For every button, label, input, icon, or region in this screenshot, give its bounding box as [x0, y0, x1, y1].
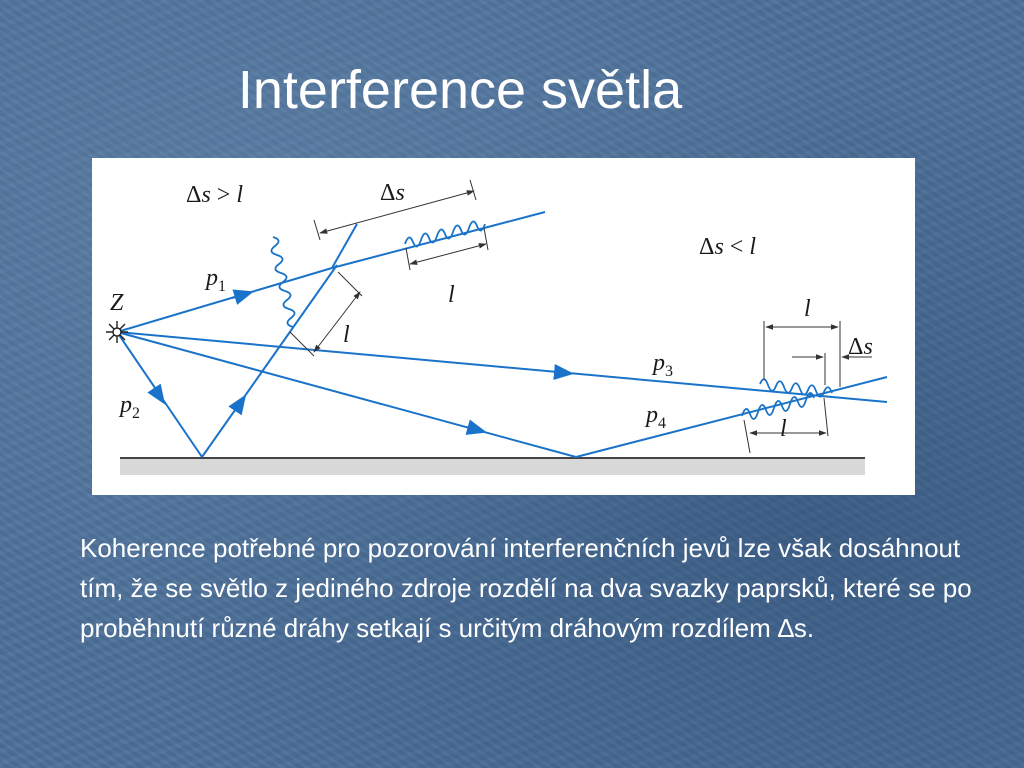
dim-l-top	[410, 244, 486, 264]
label-l-mid: l	[343, 322, 350, 348]
dim-ext-l1-b	[484, 228, 488, 250]
label-p4: $p_4$	[646, 402, 666, 432]
dim-ext-ds-b	[470, 180, 476, 200]
arrow-p2-down	[154, 388, 164, 403]
ray-p4-up	[576, 377, 887, 457]
label-ds-right: Δs	[848, 334, 873, 360]
arrow-p4	[467, 427, 485, 432]
label-p1: $p_1$	[206, 265, 226, 295]
arrow-p2-up	[237, 396, 245, 408]
dim-l-mid	[314, 292, 360, 352]
label-l-right-bottom: l	[780, 416, 787, 442]
dim-ext-r4-a	[744, 420, 750, 453]
condition-right: Δs < l	[699, 234, 756, 260]
label-z: Z	[110, 290, 124, 316]
slide-title: Interference světla	[237, 60, 683, 120]
light-source	[106, 321, 128, 343]
body-paragraph: Koherence potřebné pro pozorování interferenčních jevů lze však dosáhnout tím, že se světlo z jediného zdroje rozdělí na dva svazky paprsků, které se po proběhnutí různé dráhy setkají s určitým dráhovým rozdílem ∆s.	[80, 533, 972, 643]
wave-packet-p1	[405, 221, 485, 246]
label-ds-top: Δs	[380, 180, 405, 206]
mirror-surface	[120, 457, 865, 475]
dim-ext-l1-a	[406, 248, 410, 270]
dim-ext-l2-b	[290, 332, 314, 356]
label-p2: $p_2$	[120, 392, 140, 422]
ray-p1-out	[332, 212, 545, 268]
label-l-right-top: l	[804, 296, 811, 322]
dim-ext-l2-a	[338, 272, 362, 296]
dim-ext-ds-a	[314, 220, 320, 240]
dim-ext-r4-b	[824, 398, 828, 436]
interference-diagram	[92, 158, 915, 495]
wave-packet-p2	[271, 237, 294, 327]
condition-left: Δs > l	[186, 182, 243, 208]
arrow-p1	[232, 292, 252, 298]
label-l-top: l	[448, 282, 455, 308]
label-p3: $p_3$	[653, 350, 673, 380]
ray-p4-down	[117, 332, 576, 457]
